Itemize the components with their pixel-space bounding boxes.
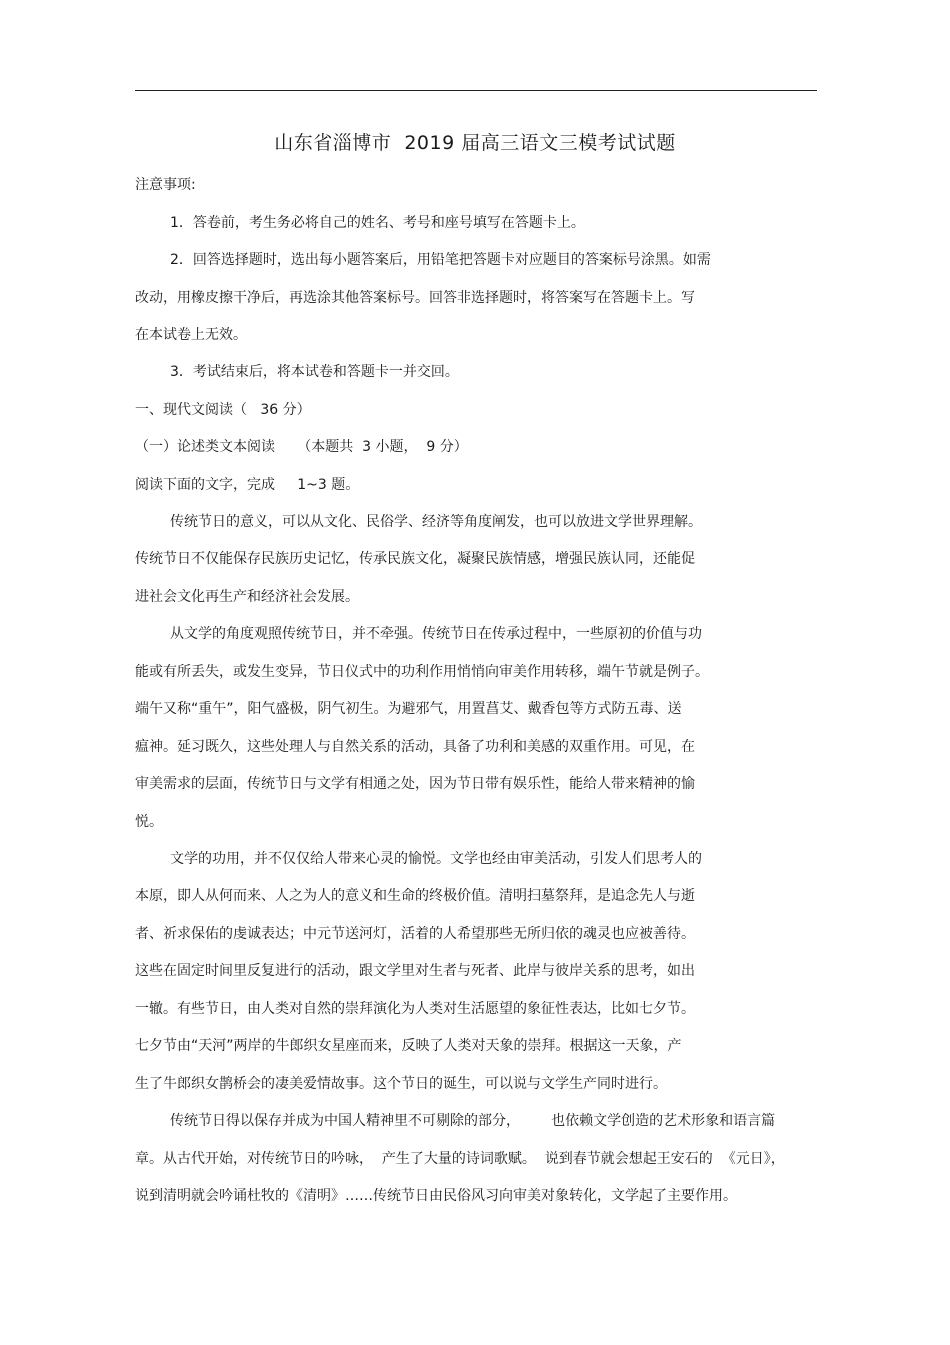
notice-item: 3．考试结束后，将本试卷和答题卡一并交回。 bbox=[170, 364, 459, 380]
subsection-heading: （一）论述类文本阅读 （本题共 3 小题， 9 分） bbox=[135, 439, 468, 455]
notice-item: 1．答卷前，考生务必将自己的姓名、考号和座号填写在答题卡上。 bbox=[170, 215, 585, 231]
paragraph-line: 这些在固定时间里反复进行的活动，跟文学里对生者与死者、此岸与彼岸关系的思考，如出 bbox=[135, 963, 695, 979]
paragraph-line: 从文学的角度观照传统节日，并不牵强。传统节日在传承过程中，一些原初的价值与功 bbox=[170, 626, 702, 642]
paragraph-line: 瘟神。延习既久，这些处理人与自然关系的活动，具备了功利和美感的双重作用。可见，在 bbox=[135, 739, 695, 755]
paragraph-line: 七夕节由“天河”两岸的牛郎织女星座而来，反映了人类对天象的崇拜。根据这一天象，产 bbox=[135, 1038, 682, 1054]
paragraph-line: 说到清明就会吟诵杜牧的《清明》……传统节日由民俗风习向审美对象转化，文学起了主要作用。 bbox=[135, 1188, 737, 1204]
paragraph-line: 一辙。有些节日，由人类对自然的崇拜演化为人类对生活愿望的象征性表达，比如七夕节。 bbox=[135, 1001, 695, 1017]
paragraph-line: 端午又称“重午”，阳气盛极，阴气初生。为避邪气，用置菖艾、戴香包等方式防五毒、送 bbox=[135, 701, 682, 717]
paragraph-line: 能或有所丢失，或发生变异，节日仪式中的功利作用悄悄向审美作用转移，端午节就是例子。 bbox=[135, 664, 709, 680]
paragraph-line: 生了牛郎织女鹊桥会的凄美爱情故事。这个节日的诞生，可以说与文学生产同时进行。 bbox=[135, 1076, 667, 1092]
instruction: 阅读下面的文字，完成 1~3 题。 bbox=[135, 477, 360, 493]
notice-heading: 注意事项: bbox=[135, 177, 196, 193]
section-heading: 一、现代文阅读（ 36 分） bbox=[135, 402, 311, 418]
paragraph-line: 章。从古代开始，对传统节日的吟咏， 产生了大量的诗词歌赋。 说到春节就会想起王安石的 《元日》， bbox=[135, 1151, 785, 1167]
paragraph-line: 传统节日得以保存并成为中国人精神里不可剔除的部分， 也依赖文学创造的艺术形象和语言篇 bbox=[170, 1113, 776, 1129]
paragraph-line: 审美需求的层面，传统节日与文学有相通之处，因为节日带有娱乐性，能给人带来精神的愉 bbox=[135, 776, 695, 792]
notice-item-cont: 改动，用橡皮擦干净后，再选涂其他答案标号。回答非选择题时，将答案写在答题卡上。写 bbox=[135, 290, 695, 306]
paragraph-line: 进社会文化再生产和经济社会发展。 bbox=[135, 589, 359, 605]
paragraph-line: 本原，即人从何而来、人之为人的意义和生命的终极价值。清明扫墓祭拜，是追念先人与逝 bbox=[135, 888, 695, 904]
notice-item-cont: 在本试卷上无效。 bbox=[135, 327, 247, 343]
page-title: 山东省淄博市 2019 届高三语文三模考试试题 bbox=[274, 132, 676, 154]
paragraph-line: 传统节日的意义，可以从文化、民俗学、经济等角度阐发，也可以放进文学世界理解。 bbox=[170, 514, 702, 530]
paragraph-line: 传统节日不仅能保存民族历史记忆，传承民族文化，凝聚民族情感，增强民族认同，还能促 bbox=[135, 551, 695, 567]
paragraph-line: 文学的功用，并不仅仅给人带来心灵的愉悦。文学也经由审美活动，引发人们思考人的 bbox=[170, 851, 702, 867]
paragraph-line: 悦。 bbox=[135, 814, 163, 830]
notice-item: 2．回答选择题时，选出每小题答案后，用铅笔把答题卡对应题目的答案标号涂黑。如需 bbox=[170, 252, 711, 268]
paragraph-line: 者、祈求保佑的虔诚表达；中元节送河灯，活着的人希望那些无所归依的魂灵也应被善待。 bbox=[135, 926, 695, 942]
top-rule bbox=[135, 90, 817, 91]
